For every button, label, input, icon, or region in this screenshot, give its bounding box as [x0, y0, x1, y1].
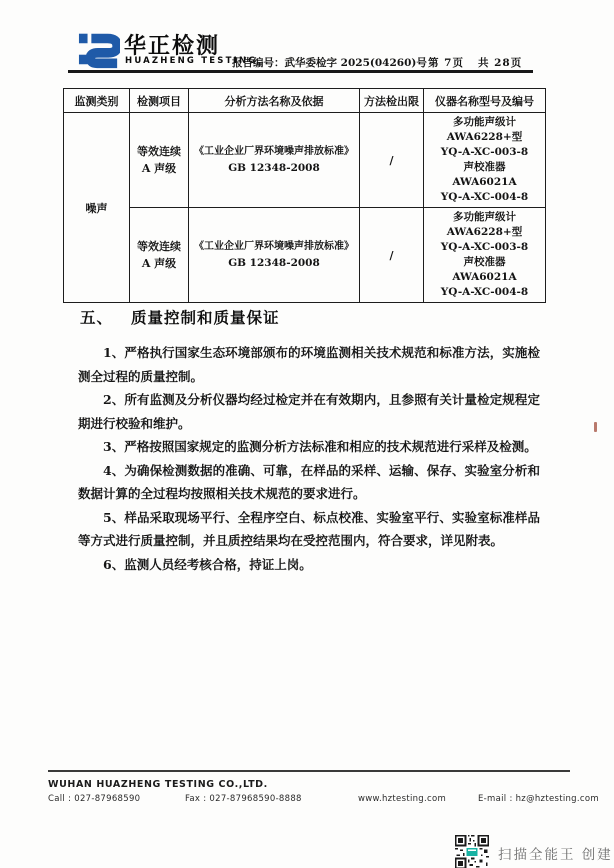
- paragraph-6: 6、监测人员经考核合格，持证上岗。: [103, 556, 312, 572]
- instrument-cell: 多功能声级计 AWA6228+型 YQ-A-XC-003-8 声校准器 AWA6021A YQ-A-XC-004-8: [424, 208, 546, 303]
- page-indicator: [428, 55, 536, 70]
- method-cell: 《工业企业厂界环境噪声排放标准》 GB 12348-2008: [189, 113, 360, 208]
- report-number: 报告编号：武华委检字 2025(04260)号: [232, 57, 427, 69]
- qr-code-icon: [455, 835, 489, 868]
- page-total: 共 28页: [477, 57, 523, 69]
- footer-divider: [48, 770, 570, 772]
- paragraph-1: 1、严格执行国家生态环境部颁布的环境监测相关技术规范和标准方法，实施检测全过程的质量控制。: [78, 345, 540, 384]
- qr-glyph: [455, 835, 489, 868]
- col-header-limit: 方法检出限: [360, 89, 424, 113]
- table-row: [64, 208, 546, 303]
- category-cell: 噪声: [64, 113, 130, 303]
- header-divider: [68, 70, 533, 73]
- footer-email: E-mail : hz@hztesting.com: [478, 794, 599, 804]
- instrument-cell: 多功能声级计 AWA6228+型 YQ-A-XC-003-8 声校准器 AWA6021A YQ-A-XC-004-8: [424, 113, 546, 208]
- col-header-category: 监测类别: [64, 89, 130, 113]
- huazheng-logo-icon: [78, 27, 120, 70]
- section-number: 五、: [80, 309, 114, 327]
- footer-fax: Fax : 027-87968590-8888: [185, 794, 302, 804]
- item-cell: 等效连续 A 声级: [130, 113, 189, 208]
- company-name-en: HUAZHENG TESTING: [125, 56, 258, 66]
- section-title: [80, 306, 280, 328]
- logo-glyph: [78, 27, 120, 70]
- table-header-row: [64, 89, 546, 113]
- paragraph-5: 5、样品采取现场平行、全程序空白、标点校准、实验室平行、实验室标准样品等方式进行质量控制，并且质控结果均在受控范围内，符合要求，详见附表。: [78, 509, 540, 548]
- item-cell: 等效连续 A 声级: [130, 208, 189, 303]
- paragraph-4: 4、为确保检测数据的准确、可靠，在样品的采样、运输、保存、实验室分析和数据计算的全过程均按照相关技术规范的要求进行。: [78, 462, 540, 501]
- camscanner-watermark-text: 扫描全能王 创建: [498, 847, 613, 863]
- footer-phone: Call : 027-87968590: [48, 794, 141, 804]
- analysis-method-table: [63, 88, 546, 303]
- limit-cell: /: [360, 208, 424, 303]
- footer-website: www.hztesting.com: [358, 794, 447, 804]
- company-name-cn: 华正检测: [124, 34, 221, 59]
- table-row: [64, 113, 546, 208]
- section-title-text: 质量控制和质量保证: [131, 309, 280, 327]
- paragraph-2: 2、所有监测及分析仪器均经过检定并在有效期内，且参照有关计量检定规程定期进行校验和维护。: [78, 392, 540, 431]
- col-header-instrument: 仪器名称型号及编号: [424, 89, 546, 113]
- paragraph-3: 3、严格按照国家规定的监测分析方法标准和相应的技术规范进行采样及检测。: [103, 439, 537, 454]
- col-header-method: 分析方法名称及依据: [189, 89, 360, 113]
- limit-cell: /: [360, 113, 424, 208]
- col-header-item: 检测项目: [130, 89, 189, 113]
- scan-artifact-mark: [594, 422, 597, 432]
- footer-company-name: WUHAN HUAZHENG TESTING CO.,LTD.: [48, 779, 268, 790]
- method-cell: 《工业企业厂界环境噪声排放标准》 GB 12348-2008: [189, 208, 360, 303]
- section-paragraphs: [78, 341, 540, 576]
- page-current: 第 7页: [428, 57, 464, 69]
